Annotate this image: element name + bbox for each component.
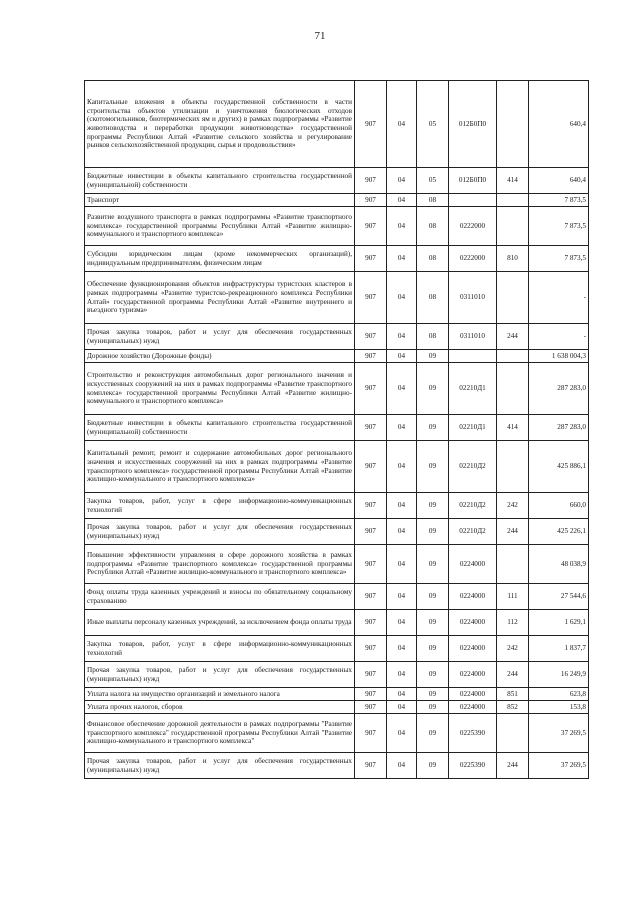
row-target-code: 02210Д1 — [449, 363, 497, 415]
row-amount: 48 038,9 — [529, 545, 589, 584]
row-expense-code — [497, 714, 529, 753]
row-section: 04 — [387, 441, 417, 493]
row-target-code: 0222000 — [449, 246, 497, 272]
table-row — [85, 610, 589, 636]
table-row — [85, 441, 589, 493]
row-subsection: 08 — [417, 324, 449, 350]
row-name: Прочая закупка товаров, работ и услуг для обеспечения государственных (муниципальных) нужд — [85, 753, 355, 779]
row-name: Уплата прочих налогов, сборов — [85, 701, 355, 714]
row-subsection: 08 — [417, 246, 449, 272]
row-target-code — [449, 350, 497, 363]
row-target-code: 0224000 — [449, 662, 497, 688]
table-row — [85, 714, 589, 753]
table-row — [85, 545, 589, 584]
row-amount: 640,4 — [529, 168, 589, 194]
row-subsection: 09 — [417, 662, 449, 688]
row-ministry: 907 — [355, 207, 387, 246]
table-row — [85, 246, 589, 272]
row-subsection: 09 — [417, 610, 449, 636]
row-subsection: 05 — [417, 81, 449, 168]
row-expense-code — [497, 350, 529, 363]
table-row — [85, 363, 589, 415]
row-name: Бюджетные инвестиции в объекты капитального строительства государственной (муниципальной) собственности — [85, 415, 355, 441]
row-ministry: 907 — [355, 636, 387, 662]
row-target-code: 012Б0П0 — [449, 81, 497, 168]
budget-table — [84, 80, 589, 779]
row-expense-code: 244 — [497, 753, 529, 779]
row-name: Дорожное хозяйство (Дорожные фонды) — [85, 350, 355, 363]
row-expense-code — [497, 441, 529, 493]
row-ministry: 907 — [355, 662, 387, 688]
row-ministry: 907 — [355, 493, 387, 519]
row-expense-code: 414 — [497, 168, 529, 194]
row-amount: - — [529, 324, 589, 350]
row-section: 04 — [387, 194, 417, 207]
row-name: Строительство и реконструкция автомобильных дорог регионального значения и искусственных сооружений на них в рамках подпрограммы «Развитие транспортного комплекса» государственной программы Республики Алтай «Развитие жилищно-коммунального и транспортного комплекса» — [85, 363, 355, 415]
row-name: Капитальный ремонт, ремонт и содержание автомобильных дорог регионального значения и искусственных сооружений на них в рамках подпрограммы «Развитие транспортного комплекса» государственной программы Республики Алтай «Развитие жилищно-коммунального и транспортного комплекса» — [85, 441, 355, 493]
row-ministry: 907 — [355, 701, 387, 714]
row-expense-code: 851 — [497, 688, 529, 701]
row-subsection: 09 — [417, 688, 449, 701]
row-subsection: 09 — [417, 363, 449, 415]
row-subsection: 09 — [417, 584, 449, 610]
table-row — [85, 194, 589, 207]
row-ministry: 907 — [355, 688, 387, 701]
row-subsection: 09 — [417, 636, 449, 662]
row-ministry: 907 — [355, 363, 387, 415]
row-subsection: 09 — [417, 493, 449, 519]
row-name: Бюджетные инвестиции в объекты капитального строительства государственной (муниципальной) собственности — [85, 168, 355, 194]
table-row — [85, 584, 589, 610]
row-target-code: 0224000 — [449, 701, 497, 714]
row-expense-code: 242 — [497, 493, 529, 519]
row-subsection: 09 — [417, 519, 449, 545]
row-name: Повышение эффективности управления в сфере дорожного хозяйства в рамках подпрограммы «Развитие транспортного комплекса» государственной программы Республики Алтай «Развитие жилищно-коммунального и транспортного комплекса» — [85, 545, 355, 584]
row-section: 04 — [387, 350, 417, 363]
row-ministry: 907 — [355, 194, 387, 207]
row-expense-code — [497, 272, 529, 324]
row-ministry: 907 — [355, 714, 387, 753]
row-ministry: 907 — [355, 324, 387, 350]
row-name: Финансовое обеспечение дорожной деятельности в рамках подпрограммы "Развитие транспортного комплекса" государственной программы Республики Алтай "Развитие жилищно-коммунального и транспортного комплекса" — [85, 714, 355, 753]
row-expense-code: 244 — [497, 662, 529, 688]
row-expense-code — [497, 194, 529, 207]
row-section: 04 — [387, 610, 417, 636]
row-target-code: 012Б0П0 — [449, 168, 497, 194]
row-expense-code — [497, 207, 529, 246]
row-amount: 287 283,0 — [529, 363, 589, 415]
row-target-code: 02210Д1 — [449, 415, 497, 441]
row-name: Капитальные вложения в объекты государственной собственности в части строительства объектов утилизации и уничтожения биологических отходов (скотомогильников, биотермических ям и других) в рамках подпрограммы «Развитие животноводства и переработки продукции животноводства» государственной программы Республики Алтай «Развитие сельского хозяйства и регулирование рынков сельскохозяйственной продукции, сырья и продовольствия» — [85, 81, 355, 168]
row-section: 04 — [387, 493, 417, 519]
page-number: 71 — [314, 30, 326, 42]
row-target-code: 02210Д2 — [449, 441, 497, 493]
row-ministry: 907 — [355, 415, 387, 441]
row-name: Развитие воздушного транспорта в рамках подпрограммы «Развитие транспортного комплекса» государственной программы Республики Алтай «Развитие жилищно-коммунального и транспортного комплекса» — [85, 207, 355, 246]
row-section: 04 — [387, 81, 417, 168]
row-name: Прочая закупка товаров, работ и услуг для обеспечения государственных (муниципальных) нужд — [85, 324, 355, 350]
row-section: 04 — [387, 584, 417, 610]
table-row — [85, 81, 589, 168]
row-amount: 1 837,7 — [529, 636, 589, 662]
row-target-code: 0224000 — [449, 584, 497, 610]
table-row — [85, 324, 589, 350]
row-target-code: 0222000 — [449, 207, 497, 246]
row-amount: 660,0 — [529, 493, 589, 519]
row-name: Прочая закупка товаров, работ и услуг для обеспечения государственных (муниципальных) нужд — [85, 662, 355, 688]
table-row — [85, 662, 589, 688]
row-section: 04 — [387, 246, 417, 272]
row-ministry: 907 — [355, 584, 387, 610]
row-expense-code: 112 — [497, 610, 529, 636]
row-subsection: 08 — [417, 272, 449, 324]
row-amount: 640,4 — [529, 81, 589, 168]
row-section: 04 — [387, 636, 417, 662]
row-amount: 287 283,0 — [529, 415, 589, 441]
row-subsection: 08 — [417, 207, 449, 246]
table-row — [85, 636, 589, 662]
row-section: 04 — [387, 415, 417, 441]
row-section: 04 — [387, 701, 417, 714]
row-ministry: 907 — [355, 545, 387, 584]
row-target-code: 0224000 — [449, 545, 497, 584]
row-section: 04 — [387, 753, 417, 779]
row-amount: 27 544,6 — [529, 584, 589, 610]
row-subsection: 09 — [417, 441, 449, 493]
row-section: 04 — [387, 168, 417, 194]
row-name: Иные выплаты персоналу казенных учреждений, за исключением фонда оплаты труда — [85, 610, 355, 636]
row-amount: 37 269,5 — [529, 714, 589, 753]
row-expense-code: 810 — [497, 246, 529, 272]
row-expense-code — [497, 81, 529, 168]
row-expense-code: 244 — [497, 324, 529, 350]
row-amount: 16 249,9 — [529, 662, 589, 688]
row-section: 04 — [387, 363, 417, 415]
row-section: 04 — [387, 688, 417, 701]
row-amount: 1 638 004,3 — [529, 350, 589, 363]
row-section: 04 — [387, 324, 417, 350]
row-ministry: 907 — [355, 272, 387, 324]
row-ministry: 907 — [355, 81, 387, 168]
row-amount: - — [529, 272, 589, 324]
row-ministry: 907 — [355, 610, 387, 636]
row-name: Закупка товаров, работ, услуг в сфере информационно-коммуникационных технологий — [85, 636, 355, 662]
row-ministry: 907 — [355, 441, 387, 493]
row-subsection: 08 — [417, 194, 449, 207]
table-row — [85, 688, 589, 701]
row-section: 04 — [387, 714, 417, 753]
row-expense-code: 244 — [497, 519, 529, 545]
row-section: 04 — [387, 662, 417, 688]
row-amount: 425 886,1 — [529, 441, 589, 493]
row-ministry: 907 — [355, 246, 387, 272]
table-row — [85, 350, 589, 363]
row-target-code: 0311010 — [449, 272, 497, 324]
row-subsection: 09 — [417, 350, 449, 363]
table-row — [85, 207, 589, 246]
row-ministry: 907 — [355, 350, 387, 363]
row-target-code: 0224000 — [449, 636, 497, 662]
row-section: 04 — [387, 545, 417, 584]
row-expense-code: 242 — [497, 636, 529, 662]
row-target-code: 0311010 — [449, 324, 497, 350]
row-subsection: 09 — [417, 714, 449, 753]
row-amount: 1 629,1 — [529, 610, 589, 636]
row-amount: 153,8 — [529, 701, 589, 714]
row-section: 04 — [387, 207, 417, 246]
row-ministry: 907 — [355, 168, 387, 194]
row-subsection: 05 — [417, 168, 449, 194]
row-subsection: 09 — [417, 545, 449, 584]
table-row — [85, 493, 589, 519]
row-subsection: 09 — [417, 701, 449, 714]
row-ministry: 907 — [355, 519, 387, 545]
row-amount: 623,8 — [529, 688, 589, 701]
row-amount: 425 226,1 — [529, 519, 589, 545]
row-name: Прочая закупка товаров, работ и услуг для обеспечения государственных (муниципальных) нужд — [85, 519, 355, 545]
row-expense-code — [497, 545, 529, 584]
table-row — [85, 753, 589, 779]
row-amount: 7 873,5 — [529, 246, 589, 272]
table-row — [85, 519, 589, 545]
row-name: Уплата налога на имущество организаций и земельного налога — [85, 688, 355, 701]
table-row — [85, 168, 589, 194]
row-target-code: 0225390 — [449, 753, 497, 779]
table-row — [85, 701, 589, 714]
row-amount: 7 873,5 — [529, 194, 589, 207]
row-target-code — [449, 194, 497, 207]
row-name: Фонд оплаты труда казенных учреждений и взносы по обязательному социальному страхованию — [85, 584, 355, 610]
row-ministry: 907 — [355, 753, 387, 779]
row-expense-code — [497, 363, 529, 415]
table-row — [85, 415, 589, 441]
table-row — [85, 272, 589, 324]
row-name: Субсидии юридическим лицам (кроме некоммерческих организаций), индивидуальным предпринимателям, физическим лицам — [85, 246, 355, 272]
row-target-code: 0224000 — [449, 688, 497, 701]
row-expense-code: 111 — [497, 584, 529, 610]
row-amount: 7 873,5 — [529, 207, 589, 246]
row-name: Обеспечение функционирования объектов инфраструктуры туристских кластеров в рамках подпрограммы «Развитие туристско-рекреационного комплекса Республики Алтай» государственной программы Республики Алтай «Развитие внутреннего и въездного туризма» — [85, 272, 355, 324]
row-target-code: 02210Д2 — [449, 519, 497, 545]
row-name: Закупка товаров, работ, услуг в сфере информационно-коммуникационных технологий — [85, 493, 355, 519]
row-amount: 37 269,5 — [529, 753, 589, 779]
row-target-code: 0224000 — [449, 610, 497, 636]
row-expense-code: 414 — [497, 415, 529, 441]
row-name: Транспорт — [85, 194, 355, 207]
row-subsection: 09 — [417, 415, 449, 441]
row-target-code: 0225390 — [449, 714, 497, 753]
row-section: 04 — [387, 272, 417, 324]
row-subsection: 09 — [417, 753, 449, 779]
row-expense-code: 852 — [497, 701, 529, 714]
row-target-code: 02210Д2 — [449, 493, 497, 519]
row-section: 04 — [387, 519, 417, 545]
